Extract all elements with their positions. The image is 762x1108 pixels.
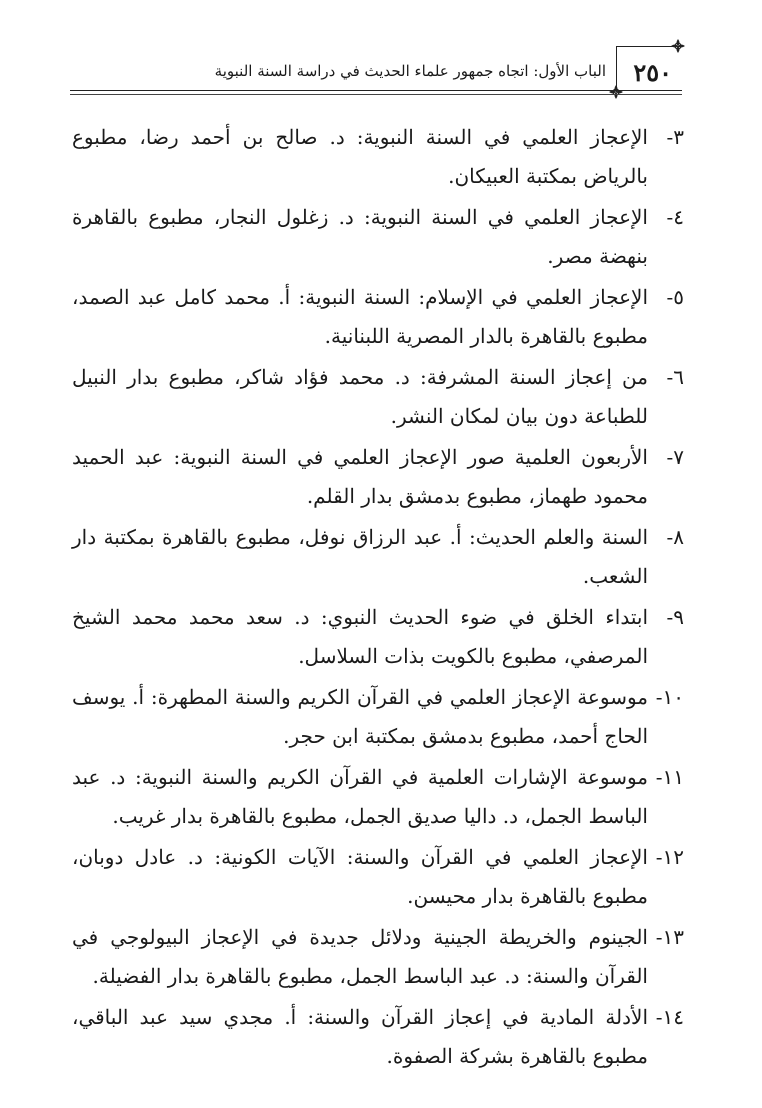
item-text: من إعجاز السنة المشرفة: د. محمد فؤاد شاكر، مطبوع بدار النبيل للطباعة دون بيان لمكان النشر. — [72, 365, 648, 428]
item-text: موسوعة الإشارات العلمية في القرآن الكريم والسنة النبوية: د. عبد الباسط الجمل، د. داليا صديق الجمل، مطبوع بالقاهرة بدار غريب. — [72, 765, 648, 828]
item-text: موسوعة الإعجاز العلمي في القرآن الكريم والسنة المطهرة: أ. يوسف الحاج أحمد، مطبوع بدمشق بمكتبة ابن حجر. — [72, 685, 648, 748]
item-number: ١٢- — [655, 845, 684, 869]
list-item — [72, 918, 684, 996]
corner-ornament-icon — [608, 84, 624, 100]
item-text: الجينوم والخريطة الجينية ودلائل جديدة في الإعجاز البيولوجي في القرآن والسنة: د. عبد الباسط الجمل، مطبوع بالقاهرة بدار الفضيلة. — [72, 925, 648, 988]
item-text: ابتداء الخلق في ضوء الحديث النبوي: د. سعد محمد محمد الشيخ المرصفي، مطبوع بالكويت بذات السلاسل. — [72, 605, 648, 668]
item-number: ٦- — [666, 365, 684, 389]
list-item — [72, 598, 684, 676]
item-number: ٧- — [666, 445, 684, 469]
item-text: السنة والعلم الحديث: أ. عبد الرزاق نوفل، مطبوع بالقاهرة بمكتبة دار الشعب. — [72, 525, 648, 588]
item-text: الإعجاز العلمي في السنة النبوية: د. صالح بن أحمد رضا، مطبوع بالرياض بمكتبة العبيكان. — [72, 125, 648, 188]
list-item — [72, 998, 684, 1076]
item-number: ١٤- — [655, 1005, 684, 1029]
page-number-frame — [616, 46, 682, 92]
item-text: الأدلة المادية في إعجاز القرآن والسنة: أ. مجدي سيد عبد الباقي، مطبوع بالقاهرة بشركة الصفوة. — [72, 1005, 648, 1068]
item-text: الإعجاز العلمي في القرآن والسنة: الآيات الكونية: د. عادل دوبان، مطبوع بالقاهرة بدار محيسن. — [72, 845, 648, 908]
list-item — [72, 278, 684, 356]
item-number: ٨- — [666, 525, 684, 549]
list-item — [72, 758, 684, 836]
list-item — [72, 838, 684, 916]
item-number: ٥- — [666, 285, 684, 309]
item-number: ٩- — [666, 605, 684, 629]
list-item — [72, 358, 684, 436]
item-number: ١٠- — [655, 685, 684, 709]
item-text: الإعجاز العلمي في السنة النبوية: د. زغلول النجار، مطبوع بالقاهرة بنهضة مصر. — [72, 205, 648, 268]
item-text: الإعجاز العلمي في الإسلام: السنة النبوية: أ. محمد كامل عبد الصمد، مطبوع بالقاهرة بالدار المصرية اللبنانية. — [72, 285, 648, 348]
list-item — [72, 118, 684, 196]
header-rule-thin — [70, 94, 682, 95]
item-number: ١١- — [655, 765, 684, 789]
page-header — [70, 40, 682, 96]
item-number: ٣- — [666, 125, 684, 149]
list-item — [72, 198, 684, 276]
reference-list — [72, 118, 684, 1078]
list-item — [72, 518, 684, 596]
corner-ornament-icon — [670, 38, 686, 54]
item-number: ٤- — [666, 205, 684, 229]
item-text: الأربعون العلمية صور الإعجاز العلمي في السنة النبوية: عبد الحميد محمود طهماز، مطبوع بدمشق بدار القلم. — [72, 445, 648, 508]
header-rule — [70, 90, 682, 91]
page-number: ٢٥٠ — [633, 58, 672, 87]
chapter-title: الباب الأول: اتجاه جمهور علماء الحديث في دراسة السنة النبوية — [214, 62, 606, 80]
item-number: ١٣- — [655, 925, 684, 949]
list-item — [72, 678, 684, 756]
list-item — [72, 438, 684, 516]
